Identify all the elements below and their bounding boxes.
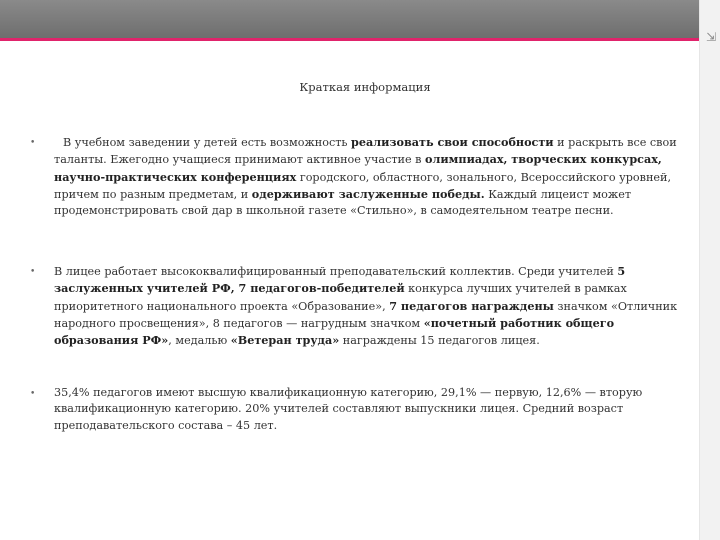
body-text: и раскрыть все свои таланты. Ежегодно учащиеся принимают активное участие в — [54, 136, 677, 167]
expand-icon[interactable]: ⇲ — [705, 30, 717, 44]
body-text: В лицее работает высококвалифицированный преподавательский коллектив. Среди учителей — [54, 265, 618, 278]
body-text: награждены 15 педагогов лицея. — [339, 334, 540, 348]
emphasis-text: 7 педагогов награждены — [389, 298, 554, 313]
emphasis-text: олимпиадах, творческих конкурсах, научно-практических конференциях — [54, 152, 662, 184]
body-text: городского, областного, зонального, Всероссийского уровней, причем по разным предметам, и — [54, 170, 672, 201]
paragraph-1 — [54, 134, 690, 219]
paragraph-2 — [54, 263, 690, 349]
body-text: конкурса лучших учителей в рамках приоритетного национального проекта «Образование», — [54, 282, 627, 313]
emphasis-text: «почетный работник общего образования РФ» — [54, 315, 615, 348]
list-item — [30, 134, 690, 219]
body-text: В учебном заведении у детей есть возможность — [63, 136, 352, 149]
bullet-icon: • — [30, 267, 36, 277]
emphasis-text: 5 заслуженных учителей РФ, 7 педагогов-победителей — [54, 264, 626, 296]
body-text: , медалью — [168, 334, 231, 348]
accent-line — [0, 38, 700, 41]
body-text: Каждый лицеист может продемонстрировать свой дар в школьной газете «Стильно», в самодеятельном театре песни. — [54, 187, 632, 218]
list-item — [30, 263, 690, 349]
list-item — [30, 385, 690, 434]
top-banner — [0, 0, 700, 38]
emphasis-text: одерживают заслуженные победы. — [251, 186, 485, 201]
body-text: 35,4% педагогов имеют высшую квалификационную категорию, 29,1% — первую, 12,6% — вторую квалификационную категорию. 20% учителей составляют выпускники лицея. Средний возраст преподавательского состава – 45 лет. — [54, 386, 643, 432]
body-text: значком «Отличник народного просвещения», 8 педагогов — нагрудным значком — [54, 299, 678, 330]
paragraph-3 — [54, 385, 690, 434]
emphasis-text: реализовать свои способности — [351, 135, 554, 149]
bullet-icon: • — [30, 138, 36, 148]
slide-title: Краткая информация — [299, 80, 431, 94]
bullet-icon: • — [30, 389, 36, 399]
emphasis-text: «Ветеран труда» — [230, 333, 340, 348]
